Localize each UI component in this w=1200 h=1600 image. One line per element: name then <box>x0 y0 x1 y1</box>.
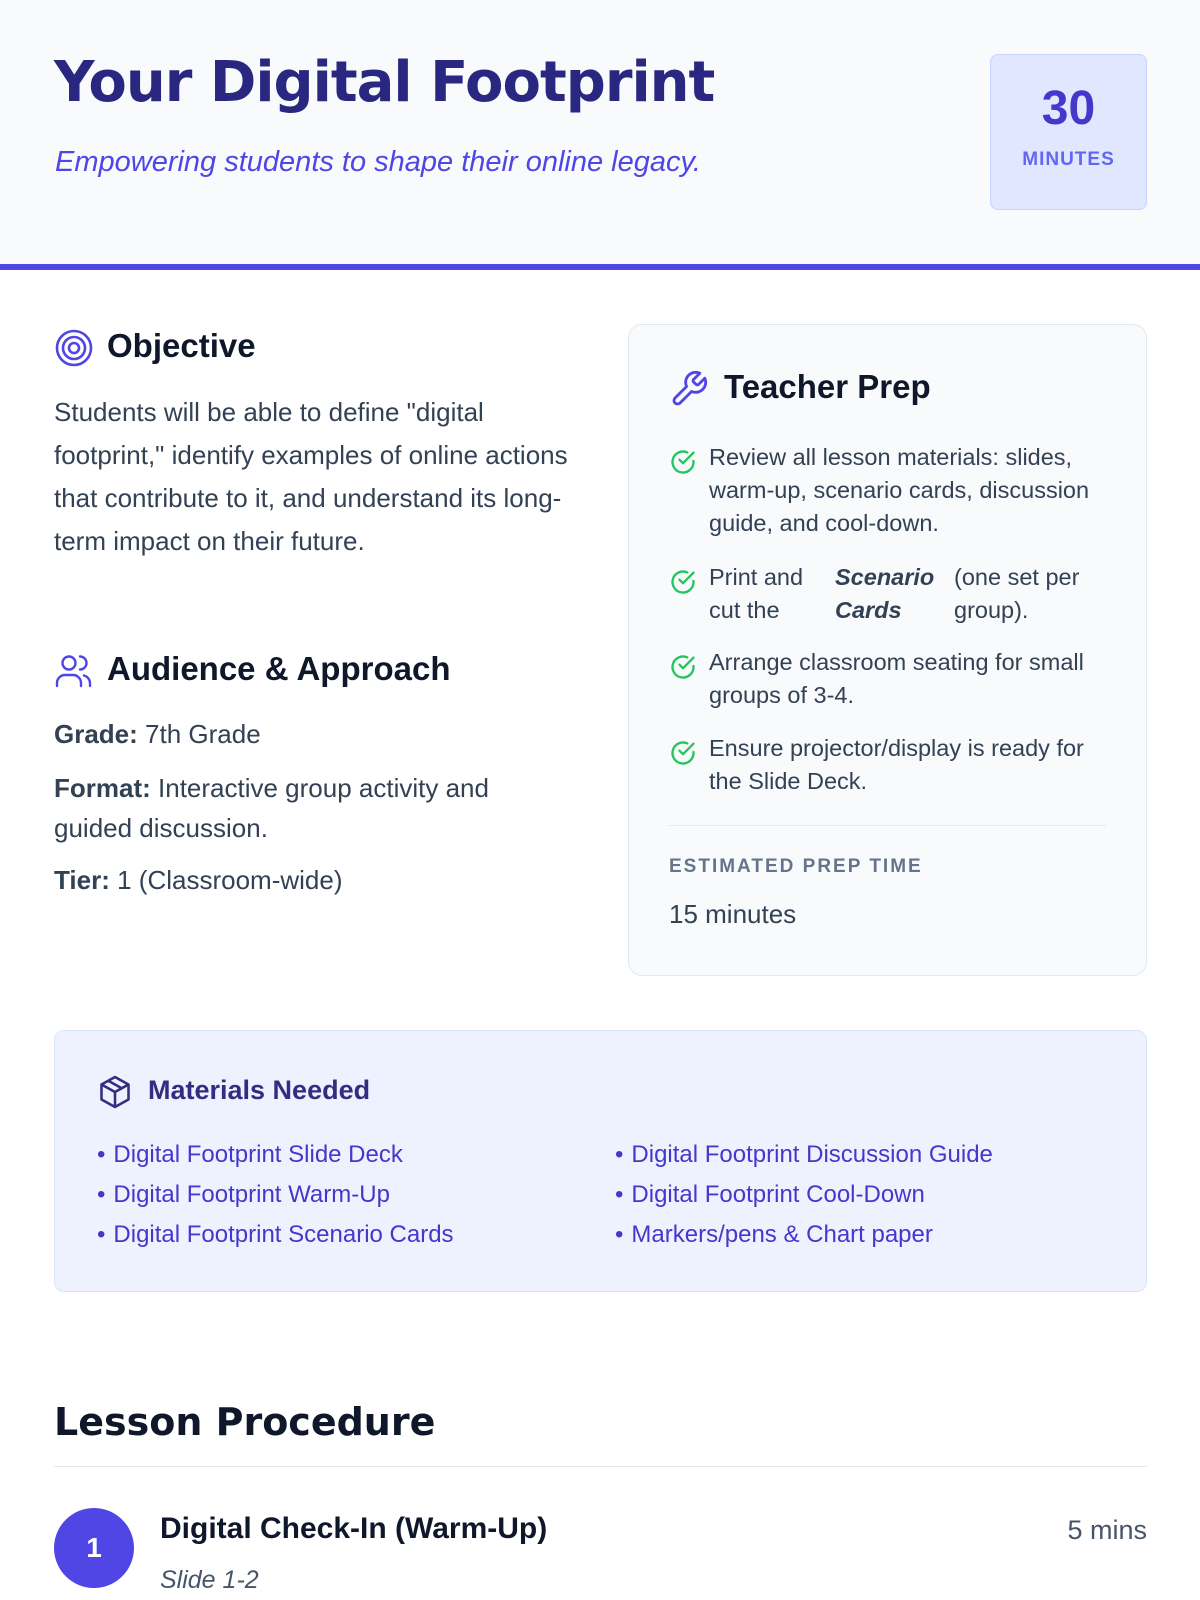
teacher-prep-card <box>628 324 1147 976</box>
step-duration: 5 mins <box>1067 1515 1147 1545</box>
material-item: • Digital Footprint Cool-Down <box>615 1175 993 1215</box>
prep-item-text: Review all lesson materials: slides, warm-up, scenario cards, discussion guide, and cool-down. <box>709 444 1090 536</box>
materials-list-right <box>615 1135 993 1255</box>
step-slides: Slide 1-2 <box>160 1566 259 1594</box>
target-icon <box>54 328 94 368</box>
material-item: • Digital Footprint Slide Deck <box>97 1135 454 1175</box>
duration-value: 30 <box>1041 82 1096 135</box>
prep-item-text: Ensure projector/display is ready for the Slide Deck. <box>709 735 1084 794</box>
format-value: Interactive group activity and guided discussion. <box>54 773 489 843</box>
step-number-badge: 1 <box>54 1508 134 1588</box>
prep-item-text: Arrange classroom seating for small groups of 3-4. <box>709 649 1084 708</box>
lesson-header <box>0 0 1200 270</box>
check-circle-icon <box>669 568 697 596</box>
prep-item-text: Print and cut the <box>709 564 804 623</box>
users-icon <box>54 651 94 691</box>
check-circle-icon <box>669 739 697 767</box>
format-label: Format: <box>54 773 151 803</box>
divider <box>54 1466 1147 1467</box>
prep-time-value: 15 minutes <box>669 899 797 929</box>
material-item: • Digital Footprint Discussion Guide <box>615 1135 993 1175</box>
grade-value: 7th Grade <box>145 719 261 749</box>
tier-row <box>54 860 343 900</box>
divider <box>669 825 1106 826</box>
step-title: Digital Check-In (Warm-Up) <box>160 1512 548 1545</box>
objective-text: Students will be able to define "digital footprint," identify examples of online actions that contribute to it, and understand its long-term impact on their future. <box>54 397 568 556</box>
procedure-heading: Lesson Procedure <box>54 1400 436 1444</box>
teacher-prep-heading: Teacher Prep <box>724 368 931 405</box>
tier-label: Tier: <box>54 865 110 895</box>
check-circle-icon <box>669 653 697 681</box>
grade-row <box>54 714 261 754</box>
wrench-icon <box>669 369 709 409</box>
page-title: Your Digital Footprint <box>54 50 715 115</box>
objective-heading: Objective <box>107 327 256 364</box>
grade-label: Grade: <box>54 719 138 749</box>
material-item: • Digital Footprint Scenario Cards <box>97 1215 454 1255</box>
materials-heading: Materials Needed <box>148 1075 371 1105</box>
material-item: • Markers/pens & Chart paper <box>615 1215 993 1255</box>
audience-heading: Audience & Approach <box>107 650 451 687</box>
tier-value: 1 (Classroom-wide) <box>117 865 343 895</box>
duration-unit: MINUTES <box>1022 149 1115 170</box>
duration-badge <box>990 54 1147 210</box>
box-icon <box>97 1074 133 1110</box>
format-row <box>54 768 574 848</box>
prep-item-text: (one set per group). <box>954 564 1080 623</box>
materials-panel <box>54 1030 1147 1292</box>
materials-list-left <box>97 1135 454 1255</box>
prep-item-emphasis: Scenario Cards <box>835 564 935 623</box>
material-item: • Digital Footprint Warm-Up <box>97 1175 454 1215</box>
page-subtitle: Empowering students to shape their online legacy. <box>55 146 701 178</box>
prep-time-label: ESTIMATED PREP TIME <box>669 856 923 877</box>
check-circle-icon <box>669 448 697 476</box>
